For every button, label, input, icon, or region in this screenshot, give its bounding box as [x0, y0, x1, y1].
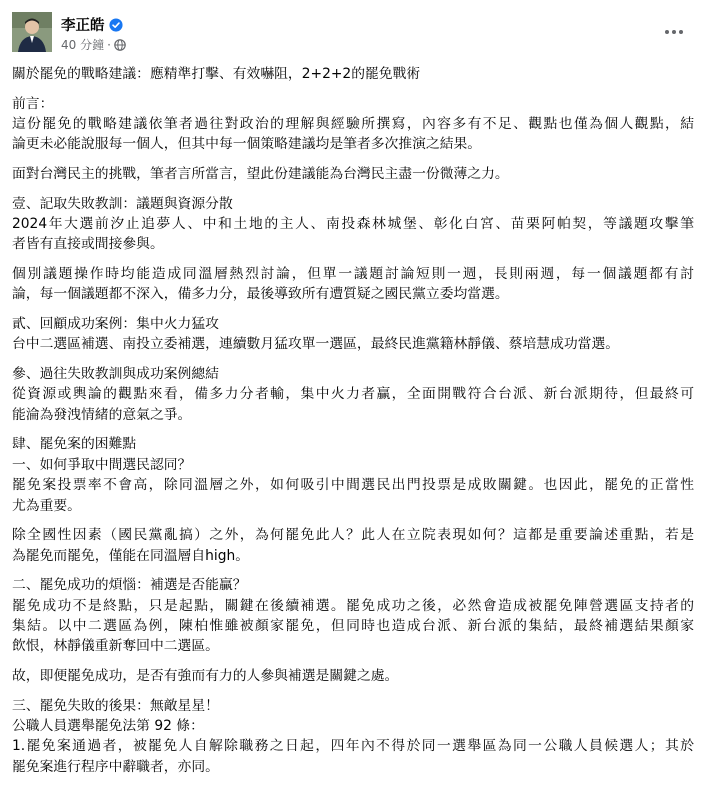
post-paragraph: [12, 575, 694, 657]
post-paragraph: [12, 525, 694, 566]
post-body: [12, 64, 694, 786]
post-text-line: 關於罷免的戰略建議：應精準打擊、有效嚇阻，2+2+2的罷免戰術: [12, 66, 421, 82]
post-text-line: 三、罷免失敗的後果：無敵星星！: [12, 697, 219, 714]
post-paragraph: [12, 666, 694, 686]
globe-icon: [114, 39, 126, 51]
more-options-icon: [660, 20, 688, 44]
author-name-text[interactable]: 李正皓: [61, 18, 105, 34]
more-options-button[interactable]: [660, 20, 688, 44]
post-text-line: 罷免成功不是終點，只是起點，關鍵在後續補選。罷免成功之後，必然會造成被罷免陣營選區支持者的: [12, 597, 694, 614]
verified-badge-icon: [109, 18, 123, 32]
post-text-line: 貳、回顧成功案例：集中火力猛攻: [12, 316, 219, 332]
post-text-line: 從資源或輿論的觀點來看，備多力分者輸，集中火力者贏，全面開戰符合台派、新台派期待，但最終可: [12, 386, 694, 403]
post-text-line: 尤為重要。: [12, 497, 81, 514]
post-text-line: 一、如何爭取中間選民認同？: [12, 456, 192, 473]
post-text-line: 飲恨，林靜儀重新奪回中二選區。: [12, 638, 219, 655]
post-text-line: 除全國性因素（國民黨亂搞）之外，為何罷免此人？此人在立院表現如何？這都是重要論述重點，若是: [12, 527, 694, 544]
post-text-line: 罷免案投票率不會高，除同溫層之外，如何吸引中間選民出門投票是成敗關鍵。也因此，罷免的正當性: [12, 477, 694, 494]
post-paragraph: [12, 364, 694, 425]
post-paragraph: [12, 434, 694, 516]
post-paragraph: [12, 194, 694, 255]
author-name[interactable]: [61, 14, 123, 35]
post-paragraph: [12, 94, 694, 155]
post-text-line: 參、過往失敗教訓與成功案例總結: [12, 366, 219, 382]
post-text-line: 壹、記取失敗教訓：議題與資源分散: [12, 195, 233, 212]
avatar[interactable]: [12, 12, 52, 52]
post-text-line: 為罷免而罷免，僅能在同溫層自high。: [12, 547, 250, 564]
post-paragraph: [12, 64, 694, 84]
post-text-line: 集結。以中二選區為例，陳柏惟雖被顏家罷免，但同時也造成台派、新台派的集結，最終補選結果顏家: [12, 618, 694, 635]
post-paragraph: [12, 164, 694, 184]
post-text-line: 面對台灣民主的挑戰，筆者言所當言，望此份建議能為台灣民主盡一份微薄之力。: [12, 166, 509, 182]
profile-photo: [12, 12, 52, 52]
post-text-line: 論，每一個議題都不深入，備多力分，最後導致所有遭質疑之國民黨立委均當選。: [12, 286, 509, 303]
post-text-line: 肆、罷免案的困難點: [12, 436, 137, 453]
post-text-line: 前言：: [12, 95, 54, 112]
post-text-line: 2024年大選前汐止追夢人、中和土地的主人、南投森林城堡、彰化白宮、苗栗阿帕契，等議題攻擊筆: [12, 216, 694, 232]
post-text-line: 者皆有直接或間接參與。: [12, 236, 164, 253]
post-text-line: 二、罷免成功的煩惱：補選是否能贏？: [12, 577, 247, 594]
post-text-line: 論更未必能說服每一個人，但其中每一個策略建議均是筆者多次推演之結果。: [12, 136, 482, 153]
post-timestamp[interactable]: 40 分鐘: [61, 38, 105, 52]
post-text-line: 故，即便罷免成功，是否有強而有力的人參與補選是關鍵之處。: [12, 668, 399, 685]
post-text-line: 個別議題操作時均能造成同溫層熱烈討論，但單一議題討論短則一週，長則兩週，每一個議題都有討: [12, 266, 694, 282]
meta-separator: ·: [107, 37, 111, 52]
post-text-line: 1.罷免案通過者，被罷免人自解除職務之日起，四年內不得於同一選舉區為同一公職人員候選人；其於: [12, 738, 694, 755]
post-header: [12, 12, 694, 56]
post-text-line: 台中二選區補選、南投立委補選，連續數月猛攻單一選區，最終民進黨籍林靜儀、蔡培慧成功當選。: [12, 336, 620, 353]
post-text-line: 公職人員選舉罷免法第 92 條：: [12, 718, 204, 735]
post-text-line: 這份罷免的戰略建議依筆者過往對政治的理解與經驗所撰寫，內容多有不足、觀點也僅為個人觀點，結: [12, 116, 694, 132]
post-text-line: 能淪為發洩情緒的意氣之爭。: [12, 406, 192, 423]
post-paragraph: [12, 264, 694, 305]
post-paragraph: [12, 696, 694, 778]
post-text-line: 罷免案進行程序中辭職者，亦同。: [12, 758, 219, 775]
post-meta: [61, 36, 126, 53]
post-paragraph: [12, 314, 694, 355]
